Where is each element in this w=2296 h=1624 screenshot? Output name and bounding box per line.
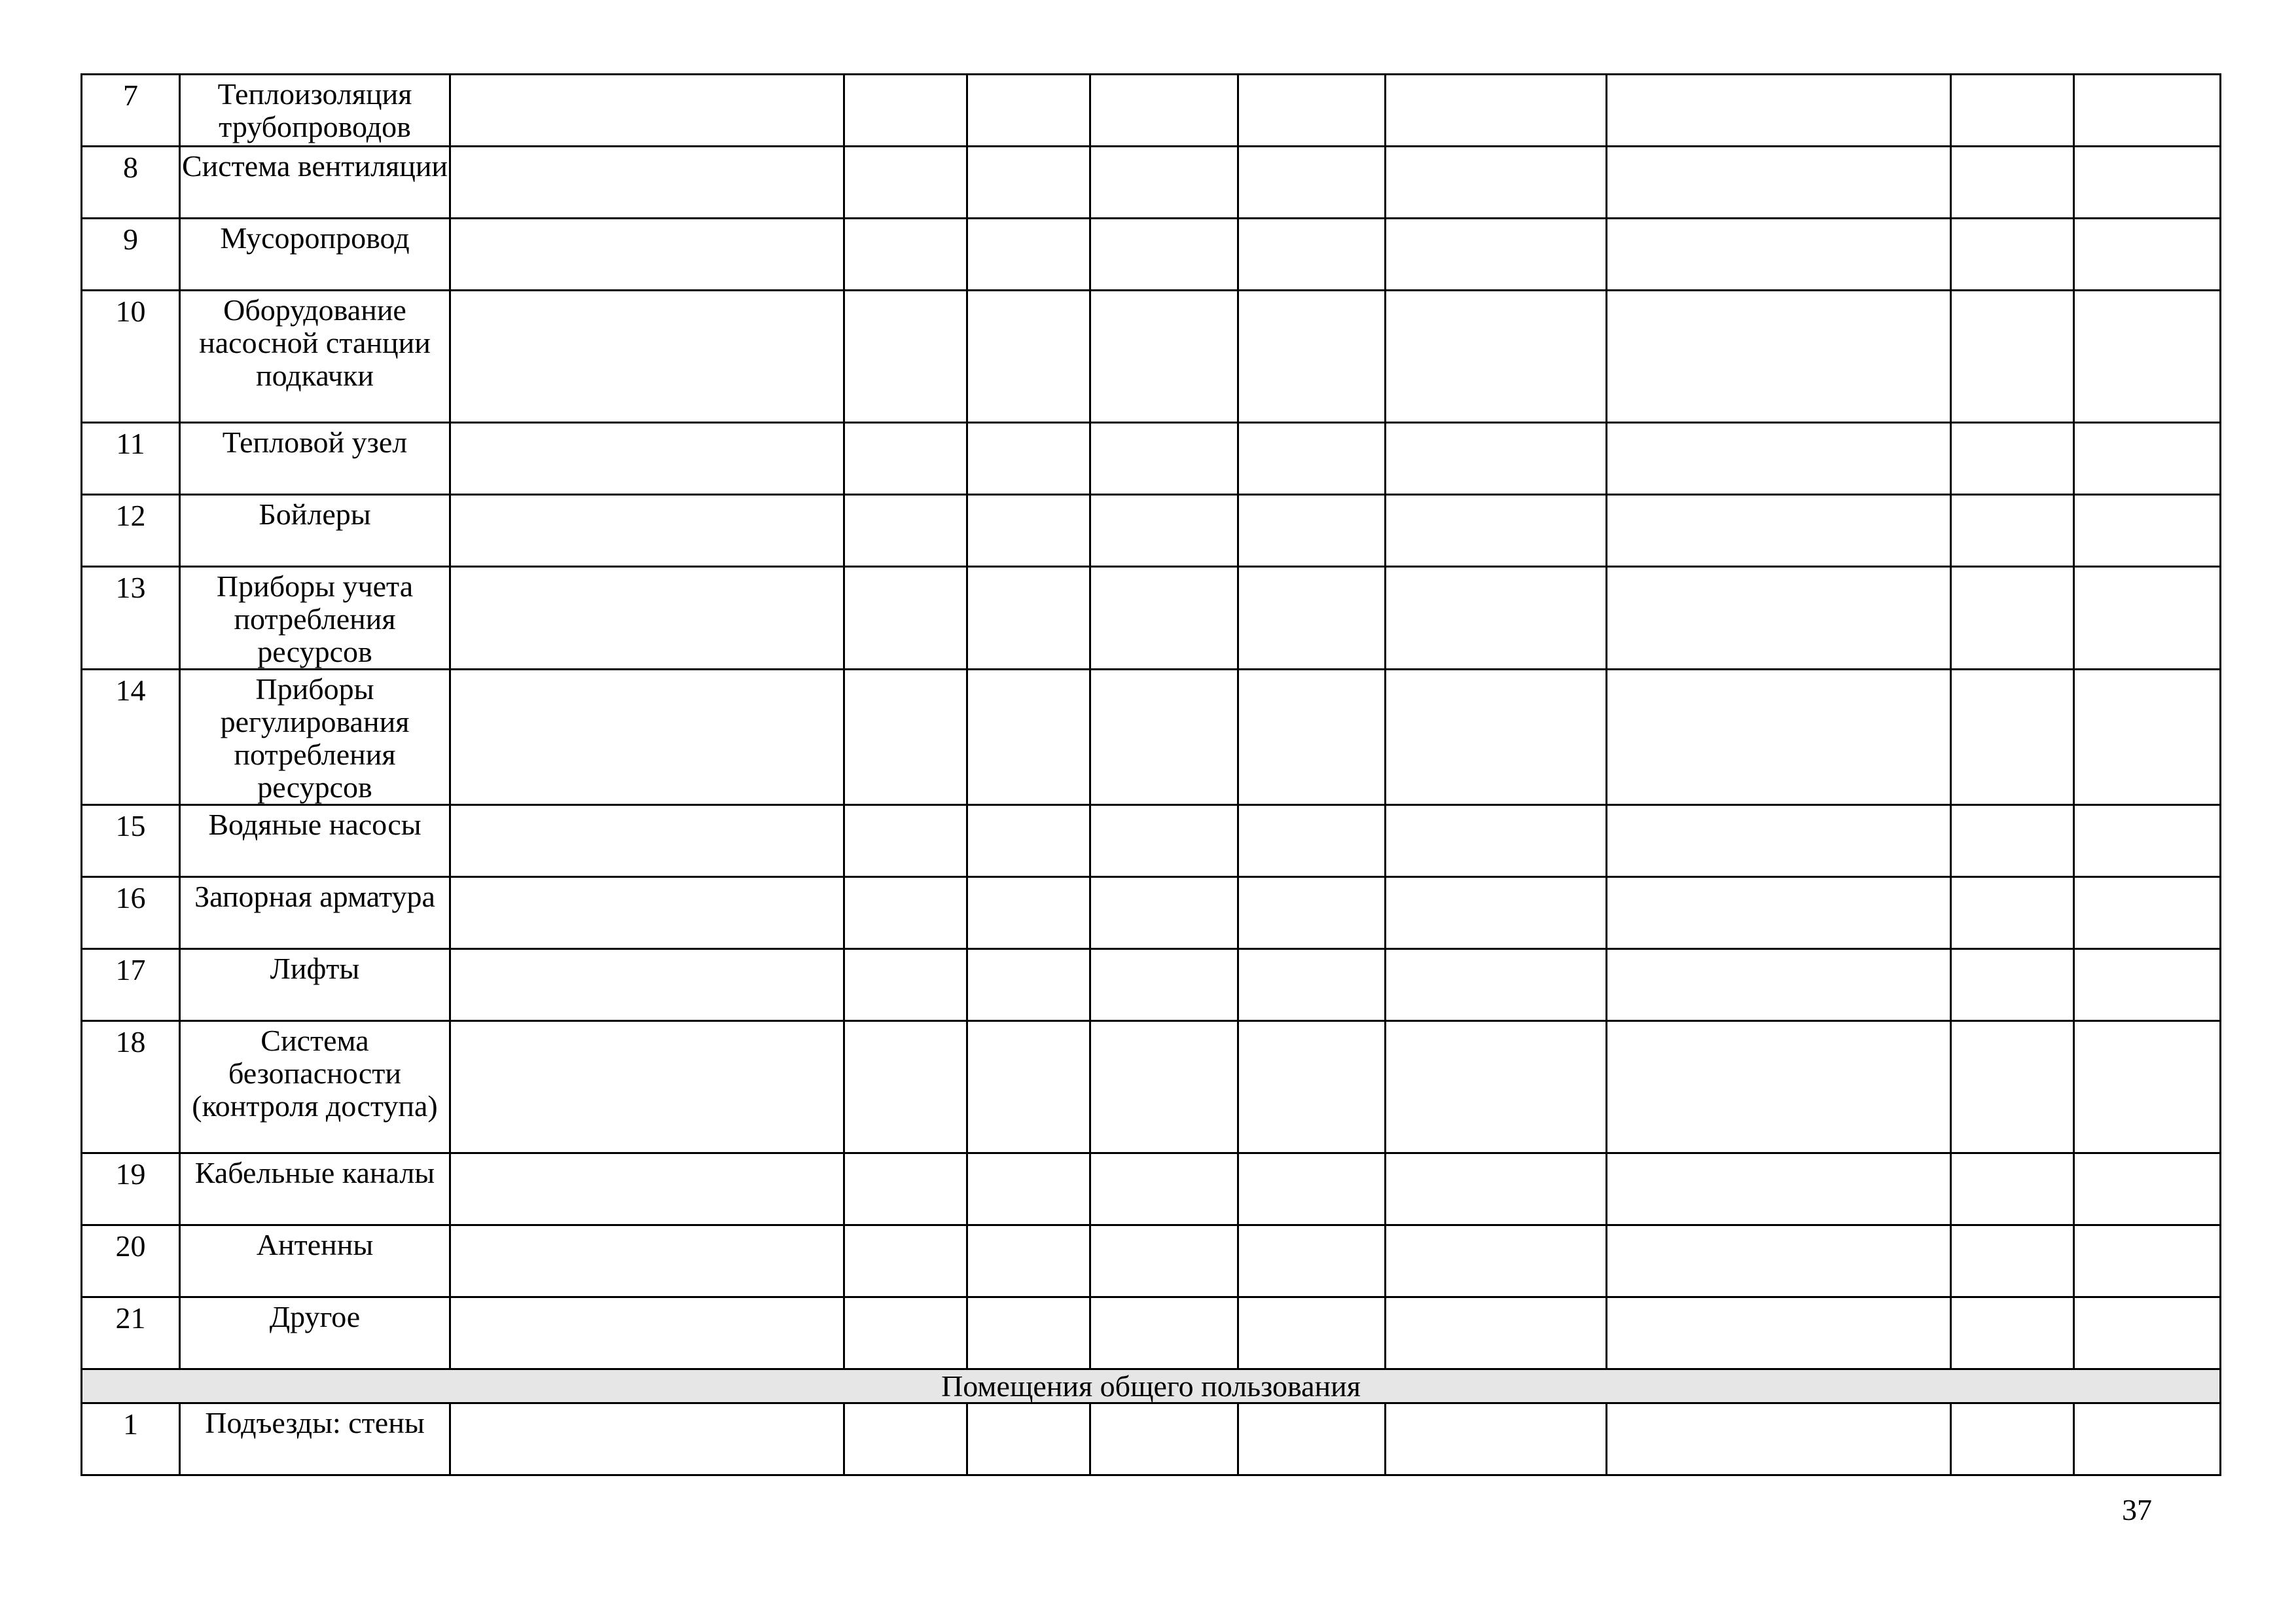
empty-cell bbox=[2074, 147, 2221, 219]
empty-cell bbox=[2074, 877, 2221, 949]
empty-cell bbox=[967, 1225, 1090, 1297]
empty-cell bbox=[1951, 1021, 2074, 1153]
empty-cell bbox=[967, 805, 1090, 877]
page-number: 37 bbox=[2122, 1493, 2152, 1526]
empty-cell bbox=[1607, 291, 1951, 423]
empty-cell bbox=[967, 1153, 1090, 1225]
row-number: 19 bbox=[82, 1153, 180, 1225]
empty-cell bbox=[844, 75, 967, 147]
empty-cell bbox=[1386, 1225, 1607, 1297]
empty-cell bbox=[1607, 75, 1951, 147]
empty-cell bbox=[967, 877, 1090, 949]
empty-cell bbox=[1386, 1403, 1607, 1475]
table-row bbox=[82, 75, 2221, 147]
empty-cell bbox=[2074, 495, 2221, 567]
empty-cell bbox=[967, 495, 1090, 567]
empty-cell bbox=[844, 567, 967, 670]
empty-cell bbox=[1386, 423, 1607, 495]
empty-cell bbox=[1238, 1021, 1386, 1153]
empty-cell bbox=[1386, 1021, 1607, 1153]
empty-cell bbox=[1607, 670, 1951, 805]
empty-cell bbox=[1951, 949, 2074, 1021]
empty-cell bbox=[450, 1297, 844, 1369]
empty-cell bbox=[1386, 219, 1607, 291]
row-number: 11 bbox=[82, 423, 180, 495]
empty-cell bbox=[1951, 567, 2074, 670]
empty-cell bbox=[2074, 219, 2221, 291]
table-row bbox=[82, 1403, 2221, 1475]
empty-cell bbox=[967, 291, 1090, 423]
empty-cell bbox=[1090, 1403, 1238, 1475]
empty-cell bbox=[1607, 423, 1951, 495]
row-number: 21 bbox=[82, 1297, 180, 1369]
empty-cell bbox=[1090, 949, 1238, 1021]
empty-cell bbox=[1951, 495, 2074, 567]
empty-cell bbox=[1386, 1153, 1607, 1225]
table-row bbox=[82, 219, 2221, 291]
empty-cell bbox=[450, 567, 844, 670]
empty-cell bbox=[1386, 75, 1607, 147]
empty-cell bbox=[1090, 219, 1238, 291]
empty-cell bbox=[450, 147, 844, 219]
empty-cell bbox=[450, 75, 844, 147]
empty-cell bbox=[450, 291, 844, 423]
empty-cell bbox=[1090, 1225, 1238, 1297]
empty-cell bbox=[1607, 877, 1951, 949]
empty-cell bbox=[967, 1403, 1090, 1475]
row-number: 17 bbox=[82, 949, 180, 1021]
empty-cell bbox=[450, 423, 844, 495]
empty-cell bbox=[450, 805, 844, 877]
table-body-common-areas bbox=[82, 1403, 2221, 1475]
empty-cell bbox=[1386, 949, 1607, 1021]
row-item-name: Теплоизоляция трубопроводов bbox=[180, 75, 450, 147]
empty-cell bbox=[1607, 567, 1951, 670]
empty-cell bbox=[1951, 1297, 2074, 1369]
row-item-name: Приборы регулирования потребления ресурсов bbox=[180, 670, 450, 805]
row-number: 10 bbox=[82, 291, 180, 423]
empty-cell bbox=[1090, 495, 1238, 567]
empty-cell bbox=[844, 147, 967, 219]
empty-cell bbox=[967, 670, 1090, 805]
empty-cell bbox=[1090, 567, 1238, 670]
table-row bbox=[82, 147, 2221, 219]
empty-cell bbox=[1238, 805, 1386, 877]
empty-cell bbox=[1238, 877, 1386, 949]
empty-cell bbox=[844, 1153, 967, 1225]
empty-cell bbox=[1238, 75, 1386, 147]
row-number: 20 bbox=[82, 1225, 180, 1297]
empty-cell bbox=[844, 219, 967, 291]
empty-cell bbox=[1386, 567, 1607, 670]
table-row bbox=[82, 291, 2221, 423]
empty-cell bbox=[967, 567, 1090, 670]
table-row bbox=[82, 495, 2221, 567]
empty-cell bbox=[844, 1225, 967, 1297]
empty-cell bbox=[1607, 1297, 1951, 1369]
row-item-name: Подъезды: стены bbox=[180, 1403, 450, 1475]
empty-cell bbox=[1238, 423, 1386, 495]
empty-cell bbox=[844, 1297, 967, 1369]
empty-cell bbox=[450, 1403, 844, 1475]
row-number: 1 bbox=[82, 1403, 180, 1475]
empty-cell bbox=[1090, 1021, 1238, 1153]
row-item-name: Запорная арматура bbox=[180, 877, 450, 949]
empty-cell bbox=[2074, 291, 2221, 423]
empty-cell bbox=[1607, 1021, 1951, 1153]
empty-cell bbox=[2074, 805, 2221, 877]
empty-cell bbox=[1607, 495, 1951, 567]
empty-cell bbox=[844, 1403, 967, 1475]
row-number: 13 bbox=[82, 567, 180, 670]
empty-cell bbox=[2074, 567, 2221, 670]
table-body-equipment bbox=[82, 75, 2221, 1369]
empty-cell bbox=[1951, 291, 2074, 423]
row-item-name: Система безопасности (контроля доступа) bbox=[180, 1021, 450, 1153]
empty-cell bbox=[450, 949, 844, 1021]
empty-cell bbox=[1090, 805, 1238, 877]
empty-cell bbox=[1386, 670, 1607, 805]
section-title: Помещения общего пользования bbox=[82, 1369, 2221, 1403]
empty-cell bbox=[1090, 291, 1238, 423]
empty-cell bbox=[1386, 1297, 1607, 1369]
empty-cell bbox=[1238, 147, 1386, 219]
empty-cell bbox=[1951, 877, 2074, 949]
empty-cell bbox=[1607, 949, 1951, 1021]
empty-cell bbox=[967, 423, 1090, 495]
empty-cell bbox=[1090, 147, 1238, 219]
row-item-name: Кабельные каналы bbox=[180, 1153, 450, 1225]
row-item-name: Другое bbox=[180, 1297, 450, 1369]
empty-cell bbox=[2074, 75, 2221, 147]
empty-cell bbox=[967, 75, 1090, 147]
table-row bbox=[82, 1225, 2221, 1297]
table-row bbox=[82, 423, 2221, 495]
row-item-name: Приборы учета потребления ресурсов bbox=[180, 567, 450, 670]
empty-cell bbox=[2074, 670, 2221, 805]
empty-cell bbox=[1607, 805, 1951, 877]
row-number: 8 bbox=[82, 147, 180, 219]
empty-cell bbox=[1951, 75, 2074, 147]
empty-cell bbox=[1090, 1153, 1238, 1225]
empty-cell bbox=[1238, 219, 1386, 291]
row-item-name: Тепловой узел bbox=[180, 423, 450, 495]
empty-cell bbox=[1090, 75, 1238, 147]
table-row bbox=[82, 670, 2221, 805]
empty-cell bbox=[1951, 219, 2074, 291]
empty-cell bbox=[1607, 1225, 1951, 1297]
table-row bbox=[82, 567, 2221, 670]
empty-cell bbox=[1238, 1297, 1386, 1369]
empty-cell bbox=[450, 495, 844, 567]
empty-cell bbox=[450, 219, 844, 291]
empty-cell bbox=[1607, 147, 1951, 219]
equipment-table bbox=[81, 73, 2221, 1476]
empty-cell bbox=[2074, 423, 2221, 495]
empty-cell bbox=[1090, 423, 1238, 495]
row-number: 16 bbox=[82, 877, 180, 949]
empty-cell bbox=[1238, 1153, 1386, 1225]
empty-cell bbox=[1607, 219, 1951, 291]
empty-cell bbox=[450, 1225, 844, 1297]
empty-cell bbox=[1238, 670, 1386, 805]
empty-cell bbox=[1386, 291, 1607, 423]
empty-cell bbox=[844, 670, 967, 805]
empty-cell bbox=[1090, 1297, 1238, 1369]
table-row bbox=[82, 1297, 2221, 1369]
table-row bbox=[82, 805, 2221, 877]
empty-cell bbox=[844, 291, 967, 423]
row-number: 14 bbox=[82, 670, 180, 805]
empty-cell bbox=[967, 219, 1090, 291]
empty-cell bbox=[2074, 1021, 2221, 1153]
row-item-name: Водяные насосы bbox=[180, 805, 450, 877]
empty-cell bbox=[1386, 805, 1607, 877]
empty-cell bbox=[1238, 495, 1386, 567]
empty-cell bbox=[2074, 1225, 2221, 1297]
table-body-section bbox=[82, 1369, 2221, 1403]
empty-cell bbox=[844, 423, 967, 495]
empty-cell bbox=[450, 1021, 844, 1153]
empty-cell bbox=[967, 1021, 1090, 1153]
empty-cell bbox=[2074, 1403, 2221, 1475]
row-number: 9 bbox=[82, 219, 180, 291]
empty-cell bbox=[1386, 877, 1607, 949]
row-item-name: Лифты bbox=[180, 949, 450, 1021]
empty-cell bbox=[844, 949, 967, 1021]
empty-cell bbox=[1238, 949, 1386, 1021]
empty-cell bbox=[967, 147, 1090, 219]
empty-cell bbox=[1951, 1225, 2074, 1297]
row-number: 15 bbox=[82, 805, 180, 877]
empty-cell bbox=[1951, 1153, 2074, 1225]
empty-cell bbox=[2074, 1297, 2221, 1369]
row-item-name: Бойлеры bbox=[180, 495, 450, 567]
empty-cell bbox=[450, 877, 844, 949]
row-item-name: Мусоропровод bbox=[180, 219, 450, 291]
row-number: 12 bbox=[82, 495, 180, 567]
empty-cell bbox=[1951, 670, 2074, 805]
empty-cell bbox=[1951, 147, 2074, 219]
empty-cell bbox=[1238, 291, 1386, 423]
row-item-name: Оборудование насосной станции подкачки bbox=[180, 291, 450, 423]
row-number: 7 bbox=[82, 75, 180, 147]
empty-cell bbox=[1951, 805, 2074, 877]
empty-cell bbox=[450, 670, 844, 805]
row-item-name: Система вентиляции bbox=[180, 147, 450, 219]
empty-cell bbox=[1607, 1153, 1951, 1225]
empty-cell bbox=[2074, 949, 2221, 1021]
empty-cell bbox=[2074, 1153, 2221, 1225]
empty-cell bbox=[967, 1297, 1090, 1369]
empty-cell bbox=[844, 495, 967, 567]
empty-cell bbox=[1238, 1225, 1386, 1297]
row-item-name: Антенны bbox=[180, 1225, 450, 1297]
empty-cell bbox=[967, 949, 1090, 1021]
empty-cell bbox=[844, 805, 967, 877]
empty-cell bbox=[844, 1021, 967, 1153]
table-row bbox=[82, 1021, 2221, 1153]
empty-cell bbox=[1238, 567, 1386, 670]
empty-cell bbox=[450, 1153, 844, 1225]
empty-cell bbox=[1090, 877, 1238, 949]
row-number: 18 bbox=[82, 1021, 180, 1153]
table-row bbox=[82, 1153, 2221, 1225]
section-header-row bbox=[82, 1369, 2221, 1403]
empty-cell bbox=[1386, 147, 1607, 219]
empty-cell bbox=[1386, 495, 1607, 567]
empty-cell bbox=[1951, 423, 2074, 495]
table-row bbox=[82, 949, 2221, 1021]
table-row bbox=[82, 877, 2221, 949]
empty-cell bbox=[1238, 1403, 1386, 1475]
empty-cell bbox=[1090, 670, 1238, 805]
empty-cell bbox=[844, 877, 967, 949]
empty-cell bbox=[1951, 1403, 2074, 1475]
empty-cell bbox=[1607, 1403, 1951, 1475]
